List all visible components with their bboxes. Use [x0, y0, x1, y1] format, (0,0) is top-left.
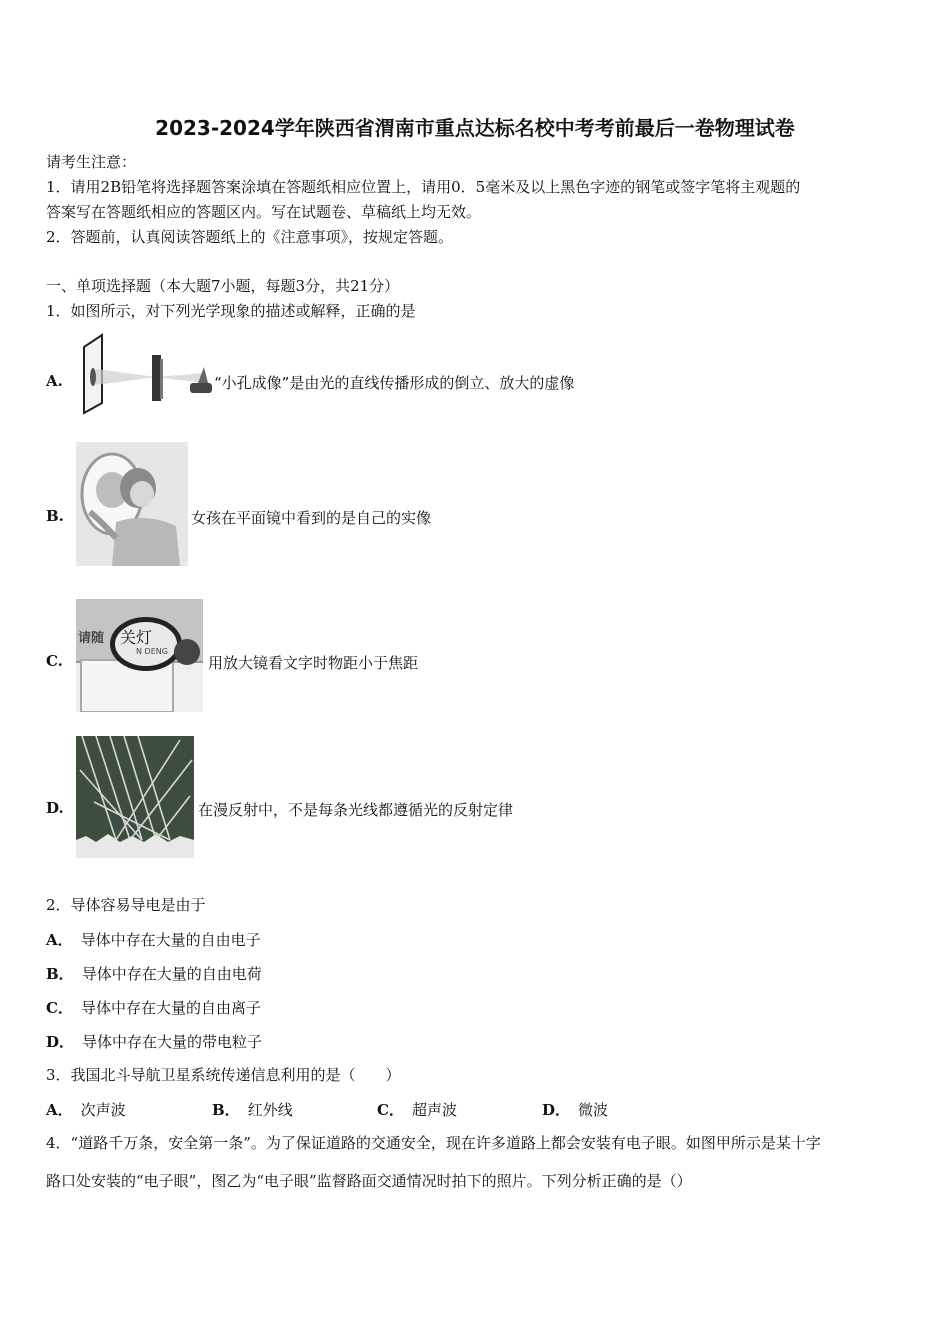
q1-option-d-letter: D. [46, 799, 64, 817]
notice-item-1-line-1: 1．请用2B铅笔将选择题答案涂填在答题纸相应位置上，请用0．5毫米及以上黑色字迹的钢笔或签字笔将主观题的 [46, 178, 801, 196]
q1-option-a-text: “小孔成像”是由光的直线传播形成的倒立、放大的虚像 [214, 374, 575, 392]
notice-item-2: 2．答题前，认真阅读答题纸上的《注意事项》，按规定答题。 [46, 228, 454, 246]
magnifier-figure [76, 599, 203, 712]
q1-option-a-letter: A. [46, 372, 63, 390]
q3-stem: 3．我国北斗导航卫星系统传递信息利用的是（ ） [46, 1066, 401, 1084]
notice-heading: 请考生注意： [46, 153, 137, 171]
section-heading: 一、单项选择题（本大题7小题，每题3分，共21分） [46, 277, 400, 295]
q3-option-b: B． 红外线 [212, 1101, 293, 1119]
q1-option-b-letter: B. [46, 507, 64, 525]
q3-option-d: D． 微波 [542, 1101, 609, 1119]
q2-option-a: A． 导体中存在大量的自由电子 [46, 931, 261, 949]
q4-stem-line-2: 路口处安装的“电子眼”，图乙为“电子眼”监督路面交通情况时拍下的照片。下列分析正确的是（） [46, 1172, 692, 1190]
q1-option-c-letter: C. [46, 652, 63, 670]
girl-mirror-figure [76, 442, 188, 566]
q1-option-b-text: 女孩在平面镜中看到的是自己的实像 [191, 509, 432, 527]
q1-stem: 1．如图所示，对下列光学现象的描述或解释，正确的是 [46, 302, 416, 320]
notice-item-1-line-2: 答案写在答题纸相应的答题区内。写在试题卷、草稿纸上均无效。 [46, 203, 482, 221]
magnifier-sign-text: 请随 [78, 631, 105, 646]
pinhole-imaging-figure [76, 333, 214, 415]
q1-option-d-text: 在漫反射中，不是每条光线都遵循光的反射定律 [198, 801, 514, 819]
q4-stem-line-1: 4．“道路千万条，安全第一条”。为了保证道路的交通安全，现在许多道路上都会安装有电子眼。如图甲所示是某十字 [46, 1134, 821, 1152]
q1-option-c-text: 用放大镜看文字时物距小于焦距 [208, 654, 419, 672]
q2-option-b: B． 导体中存在大量的自由电荷 [46, 965, 262, 983]
magnifier-lens-text: 关灯 [120, 628, 153, 647]
diffuse-reflection-figure [76, 736, 194, 858]
q2-option-d: D． 导体中存在大量的带电粒子 [46, 1033, 263, 1051]
magnifier-small-text: N DENG [136, 647, 168, 656]
q2-stem: 2．导体容易导电是由于 [46, 896, 206, 914]
page-title: 2023-2024学年陕西省渭南市重点达标名校中考考前最后一卷物理试卷 [155, 116, 795, 140]
q2-option-c: C． 导体中存在大量的自由离子 [46, 999, 261, 1017]
q3-option-c: C． 超声波 [377, 1101, 457, 1119]
q3-option-a: A． 次声波 [46, 1101, 126, 1119]
